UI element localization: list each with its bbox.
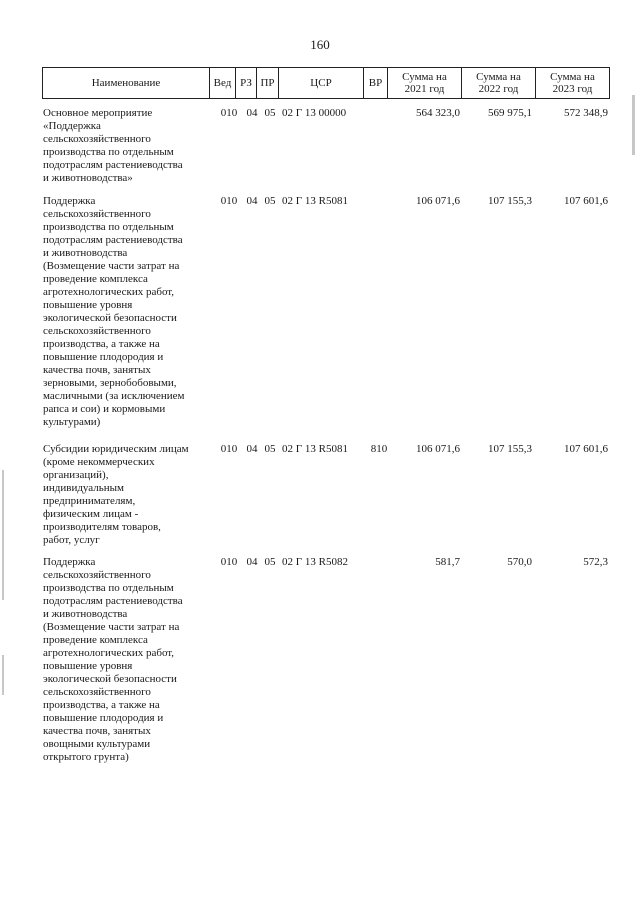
row-sum-2021: 564 323,0: [416, 107, 460, 119]
row-sum-2022: 570,0: [507, 556, 532, 568]
header-pr: ПР: [256, 68, 278, 98]
row-sum-2021: 581,7: [435, 556, 460, 568]
scan-edge-mark: [632, 95, 635, 155]
row-name: Основное мероприятие «Поддержка сельскохозяйственного производства по отдельным подотраслям растениеводства и животноводства»: [43, 107, 183, 184]
row-rz: 04: [246, 107, 258, 119]
row-csr: 02 Г 13 R5082: [282, 556, 348, 568]
row-name: Поддержка сельскохозяйственного производства по отдельным подотраслям растениеводства и животноводства (Возмещение части затрат на проведение комплекса агротехнологических работ, повышение уровня экологической безопасности сельскохозяйственного производства, а также на повышение плодородия и качества почв, занятых зерновыми, зернобобовыми, масличными (за исключением рапса и сои) и кормовыми культурами): [43, 195, 185, 428]
row-ved: 010: [220, 107, 238, 119]
row-sum-2022: 107 155,3: [488, 195, 532, 207]
row-pr: 05: [264, 443, 276, 455]
row-sum-2023: 572 348,9: [564, 107, 608, 119]
scan-edge-mark: [2, 655, 4, 695]
header-sum-2023: Сумма на 2023 год: [535, 68, 609, 98]
row-pr: 05: [264, 195, 276, 207]
table-header: [42, 67, 610, 99]
row-sum-2021: 106 071,6: [416, 195, 460, 207]
page-number: 160: [310, 37, 330, 52]
row-sum-2023: 572,3: [583, 556, 608, 568]
header-rz: РЗ: [235, 68, 256, 98]
row-name: Субсидии юридическим лицам (кроме некоммерческих организаций), индивидуальным предпринимателям, физическим лицам - производителям товаров, работ, услуг: [43, 443, 189, 546]
row-ved: 010: [220, 556, 238, 568]
row-sum-2022: 569 975,1: [488, 107, 532, 119]
header-name: Наименование: [91, 77, 161, 89]
header-vr: ВР: [363, 68, 387, 98]
row-name: Поддержка сельскохозяйственного производства по отдельным подотраслям растениеводства и животноводства (Возмещение части затрат на проведение комплекса агротехнологических работ, повышение уровня экологической безопасности сельскохозяйственного производства, а также на повышение плодородия и качества почв, занятых овощными культурами открытого грунта): [43, 556, 183, 763]
row-pr: 05: [264, 107, 276, 119]
row-ved: 010: [220, 443, 238, 455]
row-sum-2021: 106 071,6: [416, 443, 460, 455]
row-csr: 02 Г 13 00000: [282, 107, 347, 119]
row-sum-2023: 107 601,6: [564, 443, 608, 455]
row-pr: 05: [264, 556, 276, 568]
header-sum-2021: Сумма на 2021 год: [387, 68, 461, 98]
header-sum-2022: Сумма на 2022 год: [461, 68, 535, 98]
header-csr: ЦСР: [278, 68, 363, 98]
row-rz: 04: [246, 195, 258, 207]
row-rz: 04: [246, 556, 258, 568]
row-vr: 810: [370, 443, 388, 455]
row-rz: 04: [246, 443, 258, 455]
header-ved: Вед: [209, 68, 235, 98]
scan-edge-mark: [2, 470, 4, 600]
row-sum-2022: 107 155,3: [488, 443, 532, 455]
row-csr: 02 Г 13 R5081: [282, 195, 348, 207]
row-ved: 010: [220, 195, 238, 207]
row-csr: 02 Г 13 R5081: [282, 443, 348, 455]
row-sum-2023: 107 601,6: [564, 195, 608, 207]
